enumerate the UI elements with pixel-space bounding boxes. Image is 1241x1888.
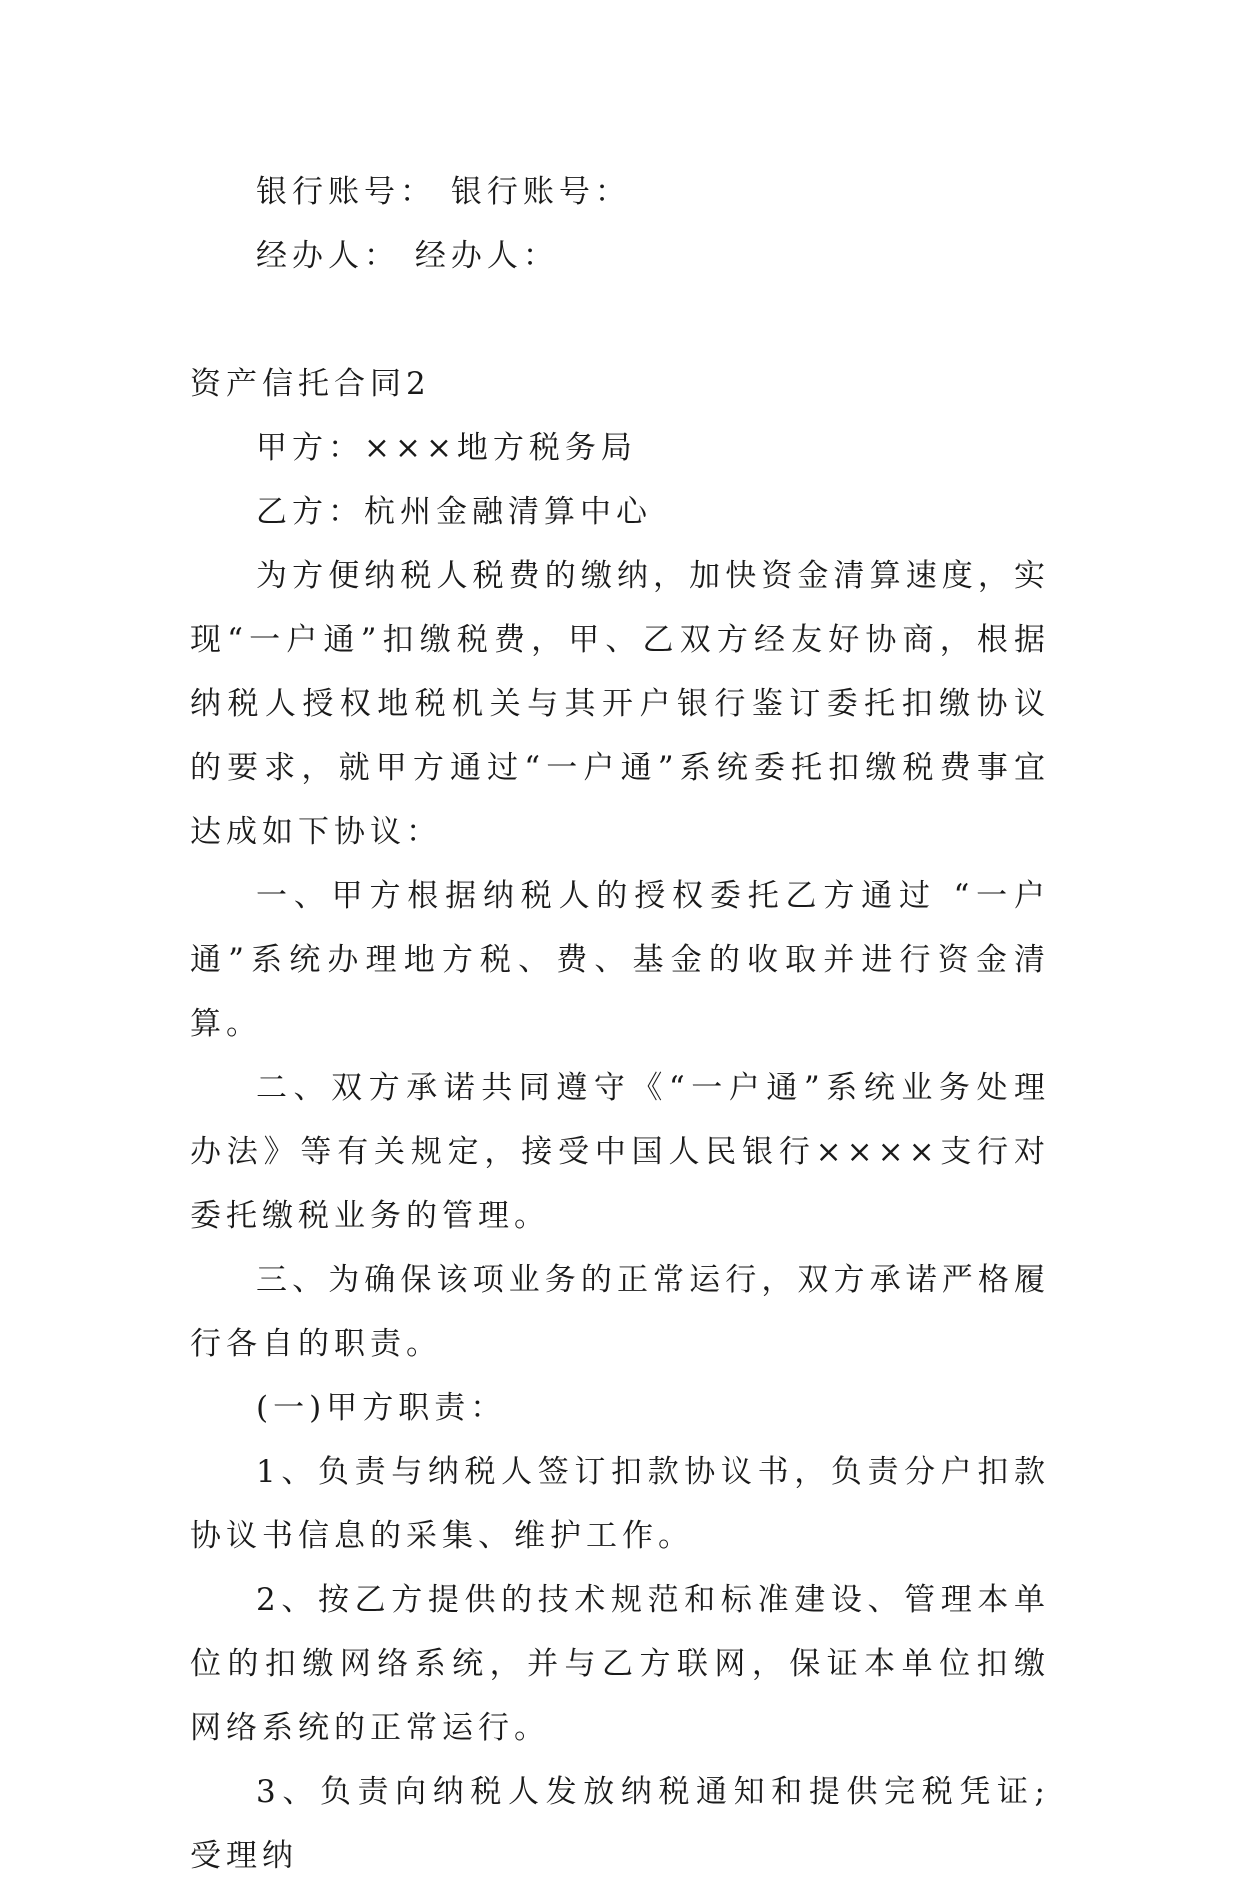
paragraph-duty-3: 3、负责向纳税人发放纳税通知和提供完税凭证;受理纳	[190, 1774, 1050, 1874]
paragraph-duty-1: 1、负责与纳税人签订扣款协议书，负责分户扣款协议书信息的采集、维护工作。	[190, 1454, 1050, 1554]
paragraph-clause-3: 三、为确保该项业务的正常运行，双方承诺严格履行各自的职责。	[190, 1262, 1050, 1362]
handler-line: 经办人： 经办人：	[256, 238, 559, 274]
paragraph-clause-2: 二、双方承诺共同遵守《“一户通”系统业务处理办法》等有关规定，接受中国人民银行××××支行对委托缴税业务的管理。	[190, 1070, 1050, 1234]
bank-account-line: 银行账号： 银行账号：	[256, 174, 631, 210]
section-title: 资产信托合同2	[190, 366, 431, 402]
paragraph-clause-1: 一、甲方根据纳税人的授权委托乙方通过 “一户通”系统办理地方税、费、基金的收取并进行资金清算。	[190, 878, 1050, 1042]
party-a-line: 甲方：×××地方税务局	[256, 430, 637, 466]
paragraph-intro: 为方便纳税人税费的缴纳，加快资金清算速度，实现“一户通”扣缴税费，甲、乙双方经友好协商，根据纳税人授权地税机关与其开户银行鉴订委托扣缴协议的要求，就甲方通过“一户通”系统委托扣缴税费事宜达成如下协议：	[190, 558, 1050, 850]
document-body	[190, 160, 1050, 1888]
party-b-line: 乙方：杭州金融清算中心	[256, 494, 652, 530]
subheading-party-a-duties: (一)甲方职责：	[256, 1390, 507, 1426]
paragraph-duty-2: 2、按乙方提供的技术规范和标准建设、管理本单位的扣缴网络系统，并与乙方联网，保证本单位扣缴网络系统的正常运行。	[190, 1582, 1050, 1746]
spacer	[190, 288, 1050, 352]
